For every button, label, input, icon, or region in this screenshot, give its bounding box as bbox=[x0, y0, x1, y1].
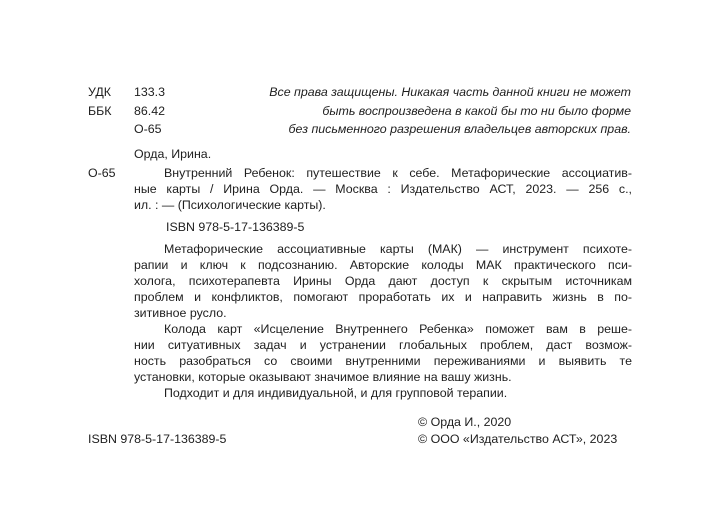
udk-label: УДК bbox=[88, 85, 111, 99]
bibliographic-description bbox=[134, 165, 632, 213]
annotation-line: Подходит и для индивидуальной, и для групповой терапии. bbox=[164, 386, 508, 400]
annotation-line: рапии и ключ к подсознанию. Авторские колоды МАК практического пси- bbox=[134, 258, 632, 272]
bbk-value: 86.42 bbox=[134, 104, 166, 118]
bbk-label: ББК bbox=[88, 104, 112, 118]
annotation-line: Колода карт «Исцеление Внутреннего Ребенка» поможет вам в реше- bbox=[164, 322, 632, 336]
annotation-line: установки, которые оказывают значимое влияние на вашу жизнь. bbox=[134, 370, 512, 384]
copyright-author: © Орда И., 2020 bbox=[418, 415, 512, 429]
author-mark-left: О-65 bbox=[88, 166, 116, 180]
annotation-line: проблем и конфликтов, помогают проработать их и направить жизнь в по- bbox=[134, 290, 632, 304]
bib-line: Внутренний Ребенок: путешествие к себе. Метафорические ассоциатив- bbox=[164, 166, 632, 180]
bib-line: ные карты / Ирина Орда. — Москва : Издательство АСТ, 2023. — 256 с., bbox=[134, 182, 632, 196]
rights-line-3: без письменного разрешения владельцев авторских прав. bbox=[288, 122, 631, 136]
udk-value: 133.3 bbox=[134, 85, 166, 99]
annotation-line: зитивное русло. bbox=[134, 306, 227, 320]
annotation-line: холога, психотерапевта Ирины Орда дают доступ к скрытым источникам bbox=[134, 274, 632, 288]
bib-line: ил. : — (Психологические карты). bbox=[134, 198, 326, 212]
rights-line-1: Все права защищены. Никакая часть данной книги не может bbox=[269, 85, 631, 99]
annotation-line: ность разобраться со своими внутренними переживаниями и выявить те bbox=[134, 354, 632, 368]
isbn-main: ISBN 978-5-17-136389-5 bbox=[166, 220, 305, 234]
annotation-line: нии ситуативных задач и устранении глобальных проблем, даст возмож- bbox=[134, 338, 632, 352]
author-mark: О-65 bbox=[134, 122, 162, 136]
author-heading: Орда, Ирина. bbox=[134, 147, 212, 161]
copyright-publisher: © ООО «Издательство АСТ», 2023 bbox=[418, 432, 618, 446]
isbn-bottom: ISBN 978-5-17-136389-5 bbox=[88, 432, 227, 446]
annotation-line: Метафорические ассоциативные карты (МАК) — инструмент психоте- bbox=[164, 242, 632, 256]
annotation bbox=[134, 241, 632, 401]
rights-line-2: быть воспроизведена в какой бы то ни было форме bbox=[322, 104, 631, 118]
